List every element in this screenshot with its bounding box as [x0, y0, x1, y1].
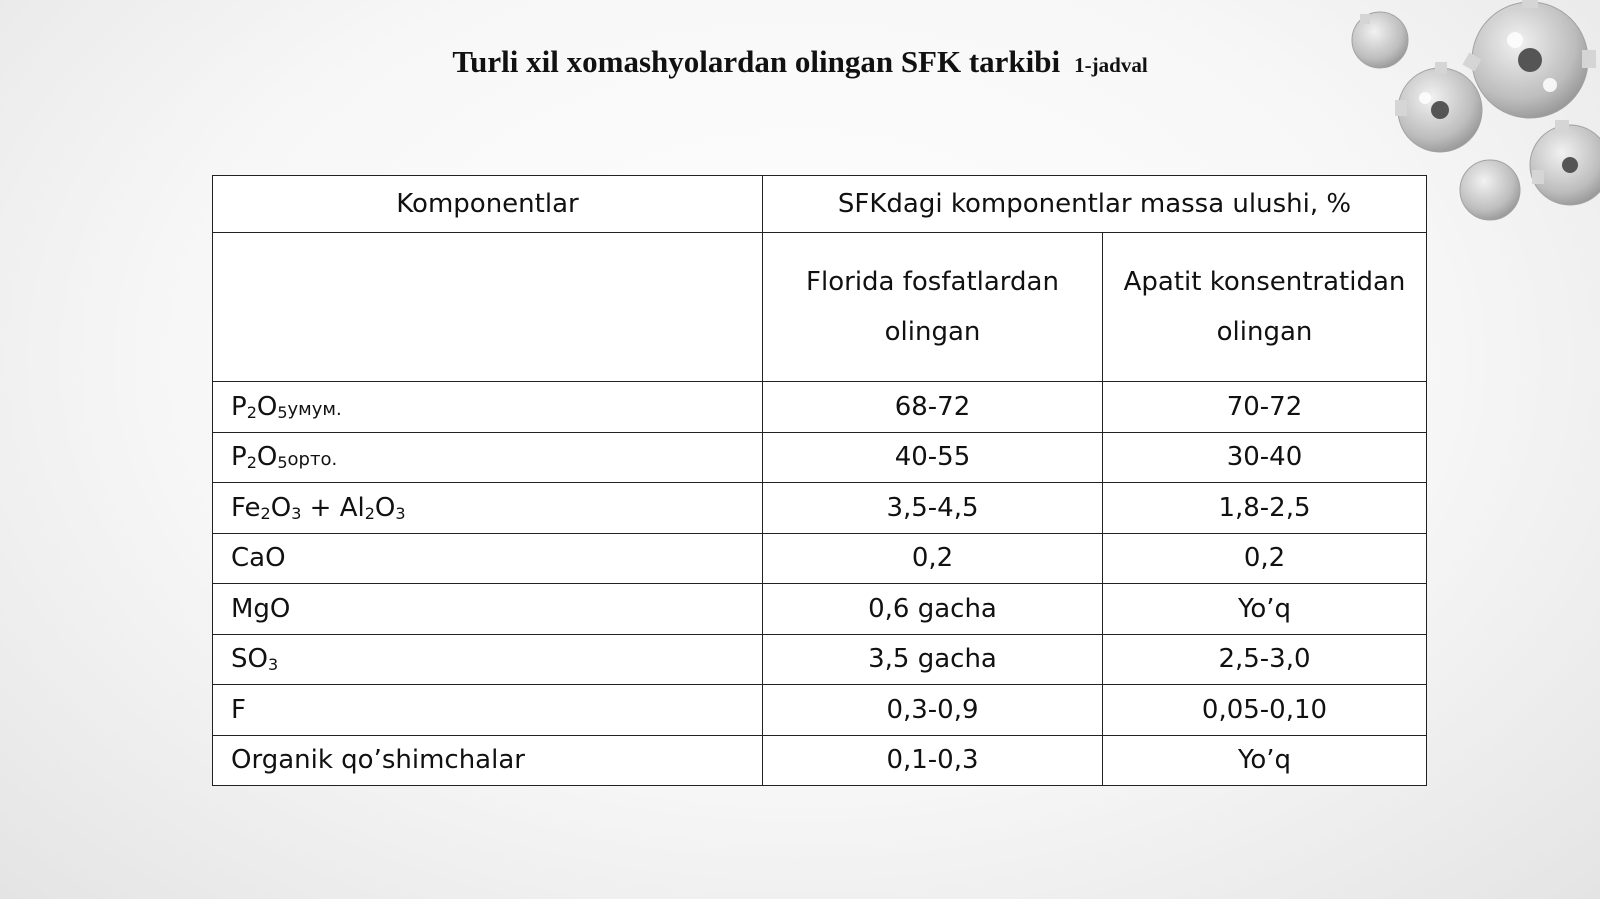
table-number: 1-jadval: [1074, 53, 1148, 77]
table-row: [213, 432, 1427, 483]
table-row: [213, 584, 1427, 635]
florida-value: 40-55: [763, 432, 1103, 483]
florida-value: 0,1-0,3: [763, 735, 1103, 786]
apatit-value: 30-40: [1103, 432, 1427, 483]
component-label: MgO: [213, 584, 763, 635]
apatit-value: 70-72: [1103, 382, 1427, 433]
table-subheader-row: [213, 233, 1427, 382]
subheader-apatit: Apatit konsentratidan olingan: [1103, 233, 1427, 382]
apatit-value: Yo’q: [1103, 735, 1427, 786]
component-label: F: [213, 685, 763, 736]
composition-table: [212, 175, 1427, 786]
subheader-empty-cell: [213, 233, 763, 382]
apatit-value: 1,8-2,5: [1103, 483, 1427, 534]
header-components: Komponentlar: [213, 176, 763, 233]
component-label: $P_2O_5умум$.: [213, 382, 763, 433]
apatit-value: 0,05-0,10: [1103, 685, 1427, 736]
florida-value: 0,6 gacha: [763, 584, 1103, 635]
table-row: [213, 483, 1427, 534]
component-label: CaO: [213, 533, 763, 584]
component-label: $SO_3$: [213, 634, 763, 685]
florida-value: 3,5-4,5: [763, 483, 1103, 534]
table-row: [213, 533, 1427, 584]
table-row: [213, 634, 1427, 685]
apatit-value: Yo’q: [1103, 584, 1427, 635]
florida-value: 0,3-0,9: [763, 685, 1103, 736]
table-header-row: [213, 176, 1427, 233]
apatit-value: 2,5-3,0: [1103, 634, 1427, 685]
subheader-florida: Florida fosfatlardan olingan: [763, 233, 1103, 382]
component-label: $P_2O_5орто$.: [213, 432, 763, 483]
slide-title-block: [0, 44, 1600, 80]
florida-value: 0,2: [763, 533, 1103, 584]
slide-title: Turli xil xomashyolardan olingan SFK tarkibi: [452, 44, 1061, 79]
apatit-value: 0,2: [1103, 533, 1427, 584]
component-label: Organik qo’shimchalar: [213, 735, 763, 786]
table-row: [213, 685, 1427, 736]
table-row: [213, 382, 1427, 433]
header-mass-fraction: SFKdagi komponentlar massa ulushi, %: [763, 176, 1427, 233]
table-row: [213, 735, 1427, 786]
florida-value: 3,5 gacha: [763, 634, 1103, 685]
component-label: $Fe_2O_3 + Al_2O_3$: [213, 483, 763, 534]
florida-value: 68-72: [763, 382, 1103, 433]
